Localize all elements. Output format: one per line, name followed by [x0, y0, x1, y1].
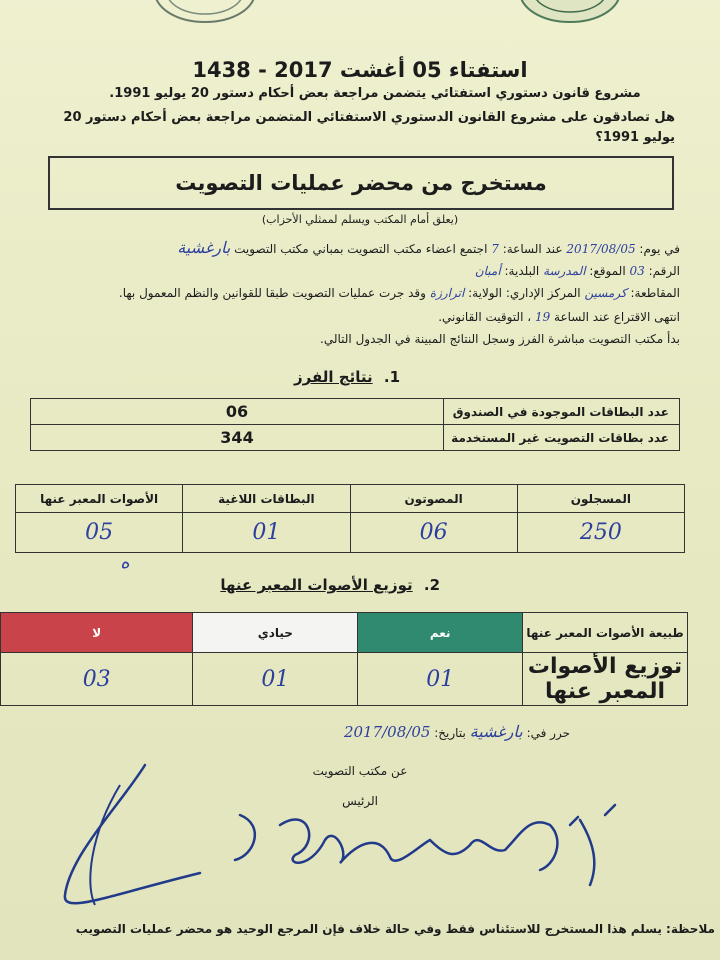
district-label: المقاطعة: [630, 286, 680, 300]
day-value: 2017/08/05 [566, 242, 636, 256]
count-label: عدد بطاقات التصويت غير المستخدمة [444, 425, 680, 451]
end-time-suffix: ، التوقيت القانوني. [438, 310, 532, 324]
table-row [16, 513, 685, 553]
end-time-label: انتهى الاقتراع عند الساعة [554, 310, 680, 324]
referendum-question: هل تصادقون على مشروع القانون الدستوري الاستفتائي المتضمن مراجعة بعض أحكام دستور 20 يوليو 1991؟ [63, 110, 675, 145]
count-value: 344 [31, 425, 444, 451]
results-value: 06 [350, 513, 517, 553]
time-label: عند الساعة: [502, 242, 563, 256]
signature-icon [50, 745, 690, 920]
no-option-label: لا [92, 625, 102, 640]
section-1-title: نتائج الفرز [294, 368, 373, 386]
wilaya-label: الولاية: [468, 286, 502, 300]
site-label: الموقع: [589, 264, 626, 278]
table-row [1, 653, 688, 706]
no-option-cell [1, 613, 193, 653]
count-label: عدد البطاقات الموجودة في الصندوق [444, 399, 680, 425]
results-mark: ه [120, 552, 130, 573]
results-table [15, 484, 685, 553]
page-subtitle: مشروع قانون دستوري استفتائي يتضمن مراجعة بعض أحكام دستور 20 يوليو 1991. [109, 86, 641, 101]
neutral-option-cell [193, 613, 358, 653]
section-1-heading [250, 368, 400, 386]
issued-date: 2017/08/05 [343, 723, 431, 741]
form-line-4 [200, 310, 680, 324]
section-2-heading [180, 576, 440, 594]
site-value: المدرسة [543, 264, 586, 278]
table-row [16, 485, 685, 513]
results-header: المسجلون [517, 485, 684, 513]
results-value: 05 [16, 513, 183, 553]
municipality-value: أمبان [474, 264, 501, 278]
no-value: 03 [1, 653, 193, 706]
posting-note: (يعلق أمام المكتب ويسلم لممثلي الأحزاب) [261, 213, 459, 226]
yes-value: 01 [358, 653, 523, 706]
conduct-text: وقد جرت عمليات التصويت طبقا للقوانين والنظم المعمول بها. [118, 286, 426, 300]
page-title: استفتاء 05 أغشت 2017 - 1438 [192, 58, 528, 82]
table-row [31, 399, 680, 425]
results-value: 01 [183, 513, 350, 553]
president-label: الرئيس [342, 794, 378, 808]
distribution-table [0, 612, 688, 706]
number-label: الرقم: [648, 264, 680, 278]
wilaya-value: اترارزة [429, 286, 465, 300]
form-line-5: بدأ مكتب التصويت مباشرة الفرز وسجل النتائج المبينة في الجدول التالي. [320, 332, 680, 346]
results-value: 250 [517, 513, 684, 553]
end-time-value: 19 [534, 310, 551, 324]
meeting-place: بارغشية [177, 238, 231, 257]
section-2-title: توزيع الأصوات المعبر عنها [220, 576, 413, 594]
yes-option-label: نعم [429, 625, 451, 640]
distribution-row-label: طبيعة الأصوات المعبر عنها [523, 613, 688, 653]
form-line-1 [40, 238, 680, 257]
counts-table [30, 398, 680, 451]
section-1-number: 1. [383, 368, 400, 386]
neutral-value: 01 [193, 653, 358, 706]
district-value: كرمسين [584, 286, 627, 300]
footer-note: ملاحظة: يسلم هذا المستخرج للاستئناس فقط وفي حالة خلاف فإن المرجع الوحيد هو محضر عمليات التصويب [75, 922, 715, 936]
table-row [1, 613, 688, 653]
issued-label: حرر في: [526, 726, 570, 740]
issued-place: بارغشية [469, 722, 523, 741]
stamp-seal-right-icon [515, 0, 625, 26]
results-header: المصوتون [350, 485, 517, 513]
table-row [31, 425, 680, 451]
section-2-number: 2. [423, 576, 440, 594]
distribution-row-label: توزيع الأصوات المعبر عنها [523, 653, 688, 706]
issued-line [110, 722, 570, 741]
issued-date-label: بتاريخ: [434, 726, 466, 740]
results-header: البطاقات اللاغية [183, 485, 350, 513]
results-header: الأصوات المعبر عنها [16, 485, 183, 513]
document-title-box [48, 156, 674, 210]
count-value: 06 [31, 399, 444, 425]
day-label: في يوم: [639, 242, 680, 256]
form-line-3 [40, 286, 680, 300]
stamp-seal-left-icon [150, 0, 260, 26]
neutral-option-label: حيادي [257, 625, 293, 640]
municipality-label: البلدية: [504, 264, 540, 278]
office-label: عن مكتب التصويت [312, 764, 408, 778]
meeting-text: اجتمع اعضاء مكتب التصويت بمباني مكتب التصويت [234, 242, 488, 256]
number-value: 03 [629, 264, 645, 278]
yes-option-cell [358, 613, 523, 653]
document-title: مستخرج من محضر عمليات التصويت [175, 171, 547, 195]
time-value: 7 [491, 242, 499, 256]
admin-center-label: المركز الإداري: [505, 286, 581, 300]
form-line-2 [200, 264, 680, 278]
